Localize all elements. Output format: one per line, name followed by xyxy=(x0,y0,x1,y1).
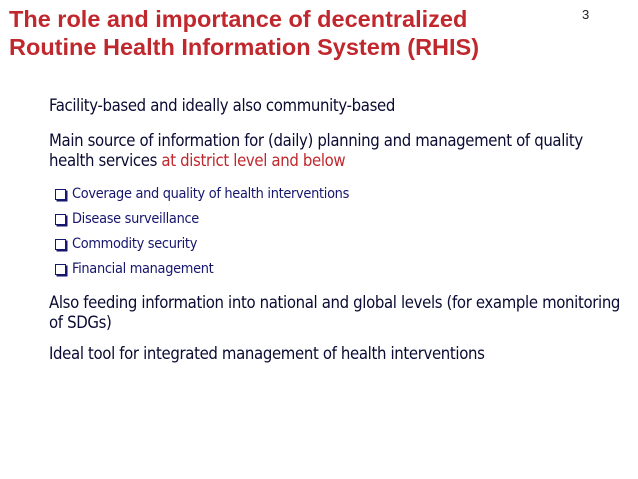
slide-number: 3 xyxy=(582,7,590,22)
sub-bullet-financial-management xyxy=(55,257,629,282)
bullet-ideal-tool: Ideal tool for integrated management of health interventions xyxy=(49,344,485,363)
sub-bullet-list xyxy=(49,182,629,282)
checkbox-bullet-icon xyxy=(55,189,66,200)
slide-title xyxy=(9,5,609,61)
bullet-national-global: Also feeding information into national and global levels (for example monitoring of SDGs) xyxy=(49,293,621,332)
sub-bullet-label: Financial management xyxy=(72,261,214,277)
title-line-2: Routine Health Information System (RHIS) xyxy=(9,34,480,60)
sub-bullet-commodity-security xyxy=(55,232,629,257)
sub-bullet-label: Coverage and quality of health interventions xyxy=(72,186,350,202)
bullet-facility-based: Facility-based and ideally also community-based xyxy=(49,96,395,115)
bullet-main-source xyxy=(49,131,629,171)
checkbox-bullet-icon xyxy=(55,264,66,275)
sub-bullet-disease-surveillance xyxy=(55,207,629,232)
district-level-highlight: at district level and below xyxy=(161,151,346,170)
slide-content xyxy=(49,96,629,364)
sub-bullet-coverage xyxy=(55,182,629,207)
title-line-1: The role and importance of decentralized xyxy=(9,6,468,32)
sub-bullet-label: Commodity security xyxy=(72,236,198,252)
sub-bullet-label: Disease surveillance xyxy=(72,211,199,227)
main-source-text: Main source of information for (daily) planning and management of quality health services xyxy=(49,131,583,170)
checkbox-bullet-icon xyxy=(55,214,66,225)
checkbox-bullet-icon xyxy=(55,239,66,250)
